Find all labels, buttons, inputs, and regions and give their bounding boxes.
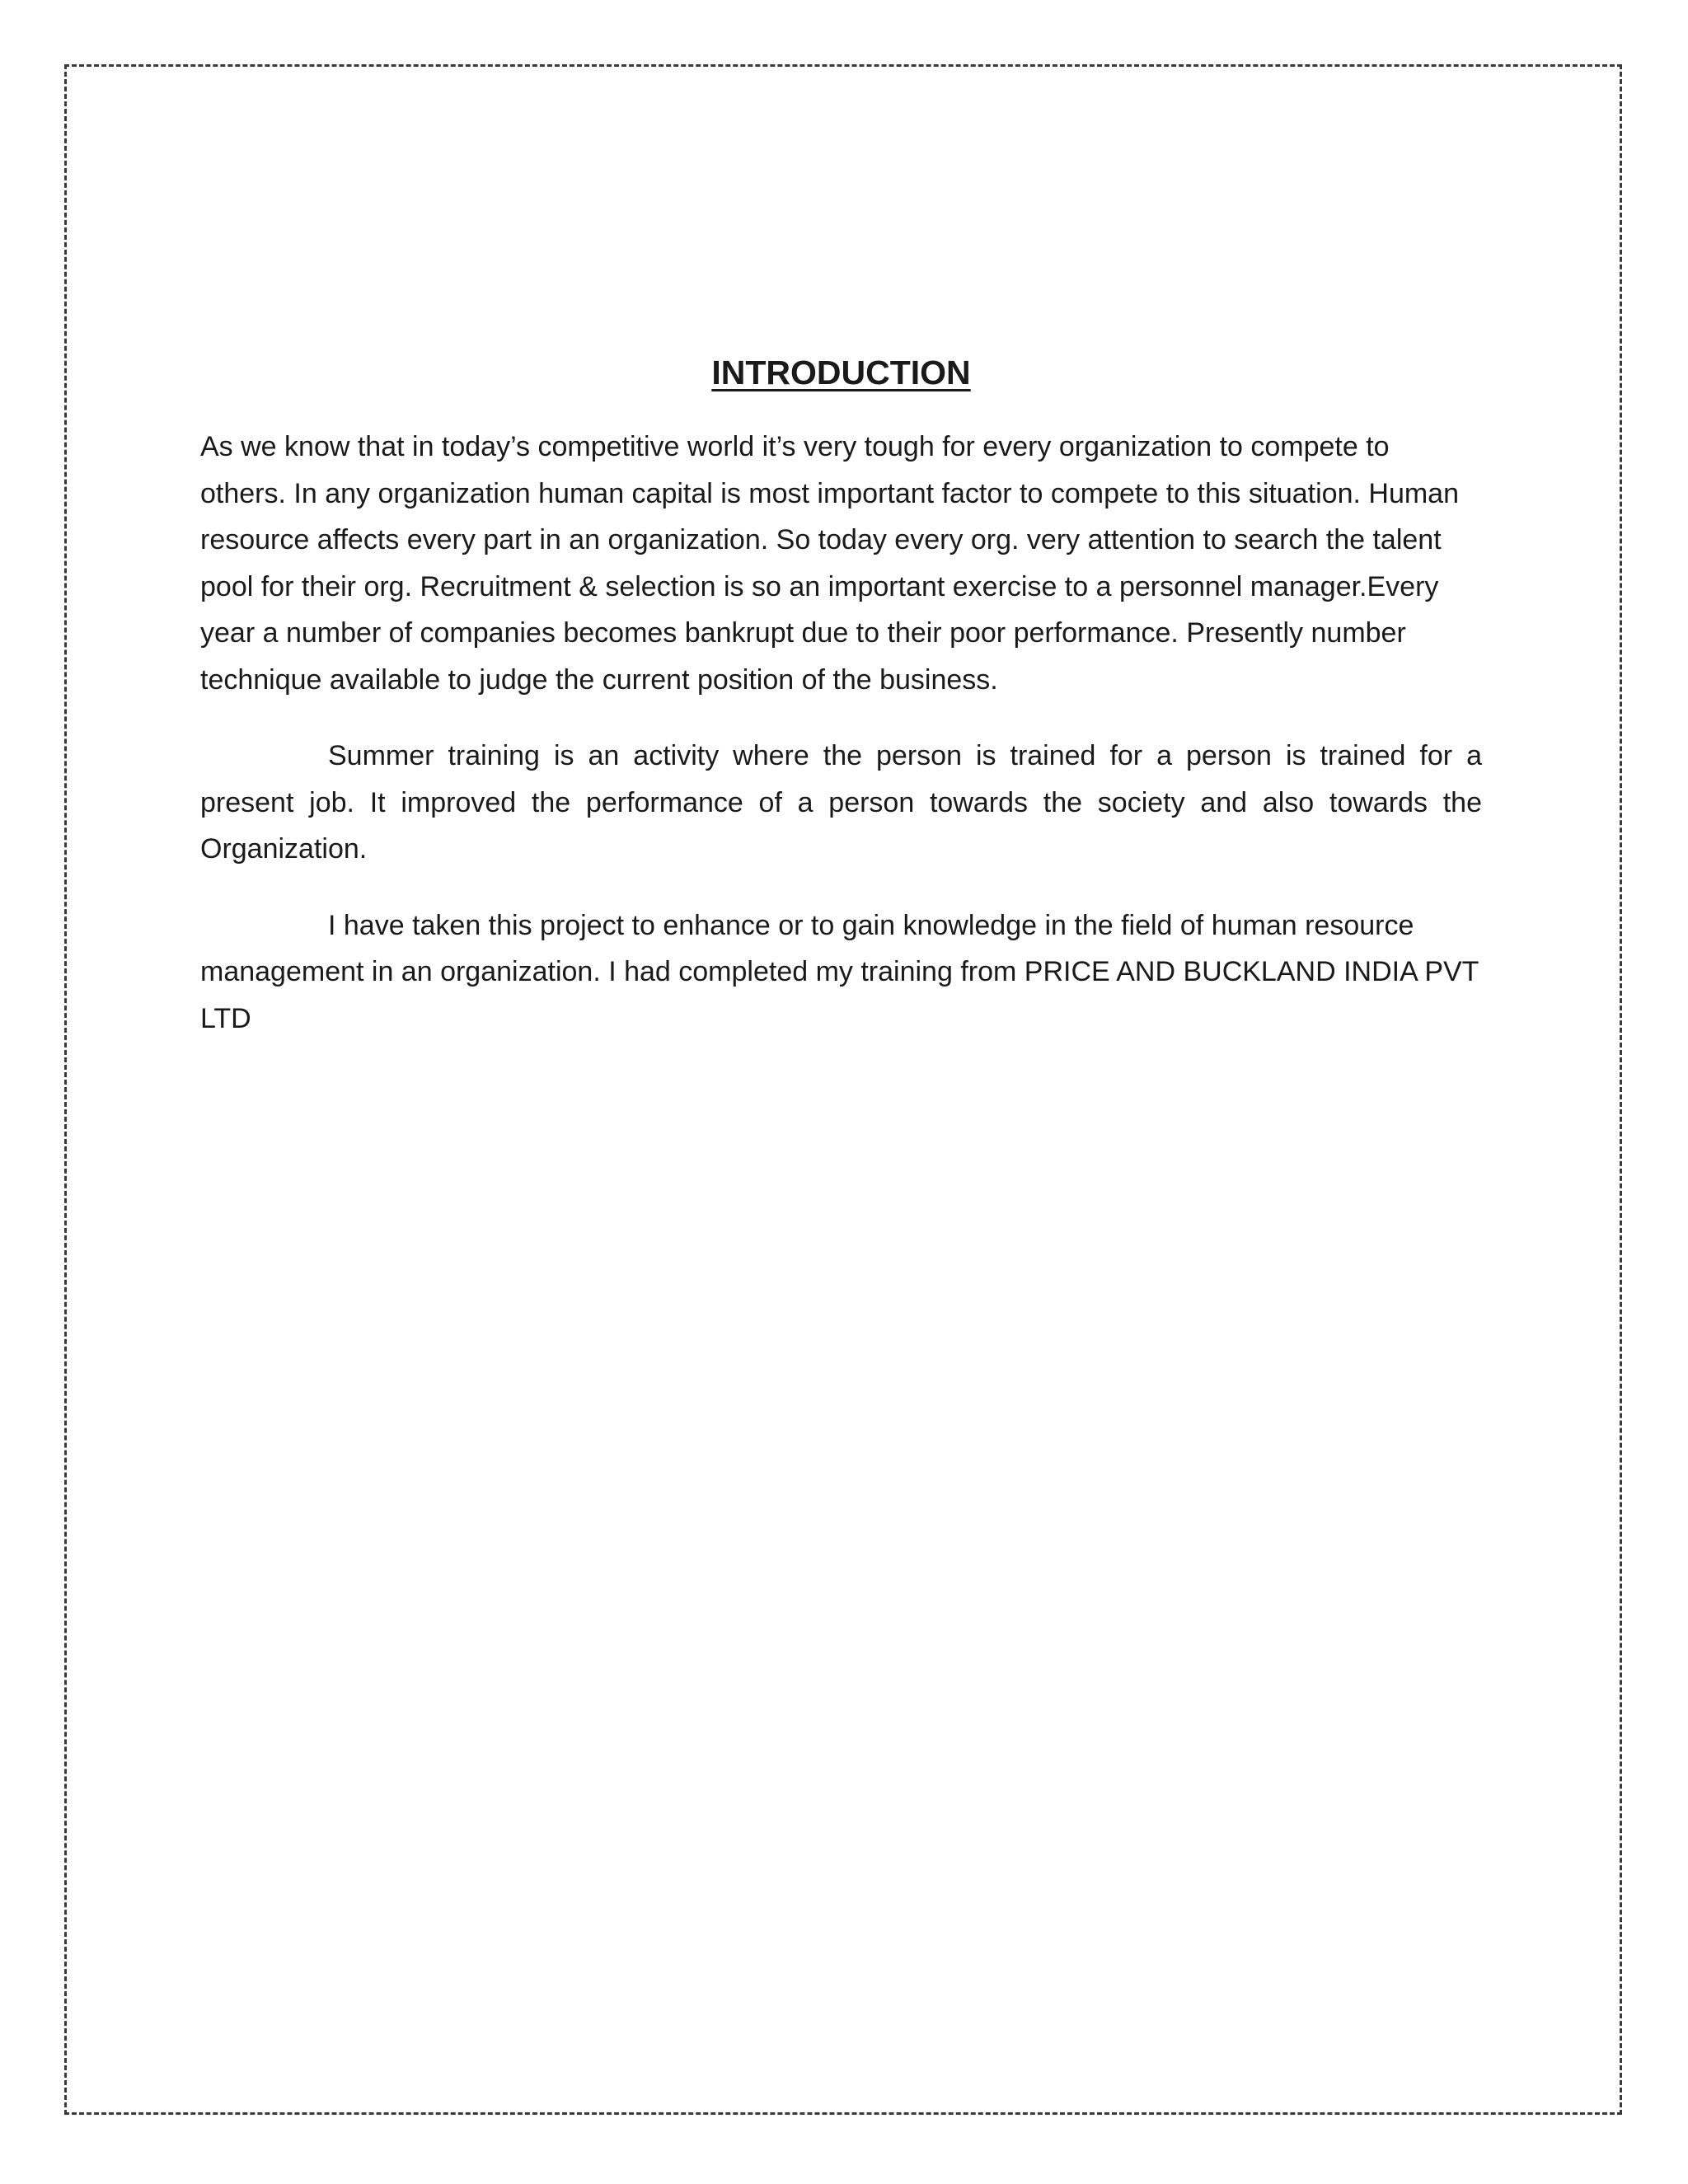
paragraph-project: I have taken this project to enhance or to gain knowledge in the field of human resource management in an organization. I had completed my training from PRICE AND BUCKLAND INDIA PVT LTD [200, 909, 1479, 1034]
paragraph-intro: As we know that in today’s competitive world it’s very tough for every organization to compete to others. In any organization human capital is most important factor to compete to this situation. Human resource affects every part in an organization. So today every org. very attention to search the talent pool for their org. Recruitment & selection is so an important exercise to a personnel manager.Every year a number of companies becomes bankrupt due to their poor performance. Presently number technique available to judge the current position of the business. [200, 431, 1459, 696]
paragraph-summer-training: Summer training is an activity where the person is trained for a person is trained for a present job. It improved the performance of a person towards the society and also towards the Organization. [200, 740, 1482, 865]
page-title: INTRODUCTION [711, 354, 971, 391]
document-body [200, 346, 1482, 1071]
